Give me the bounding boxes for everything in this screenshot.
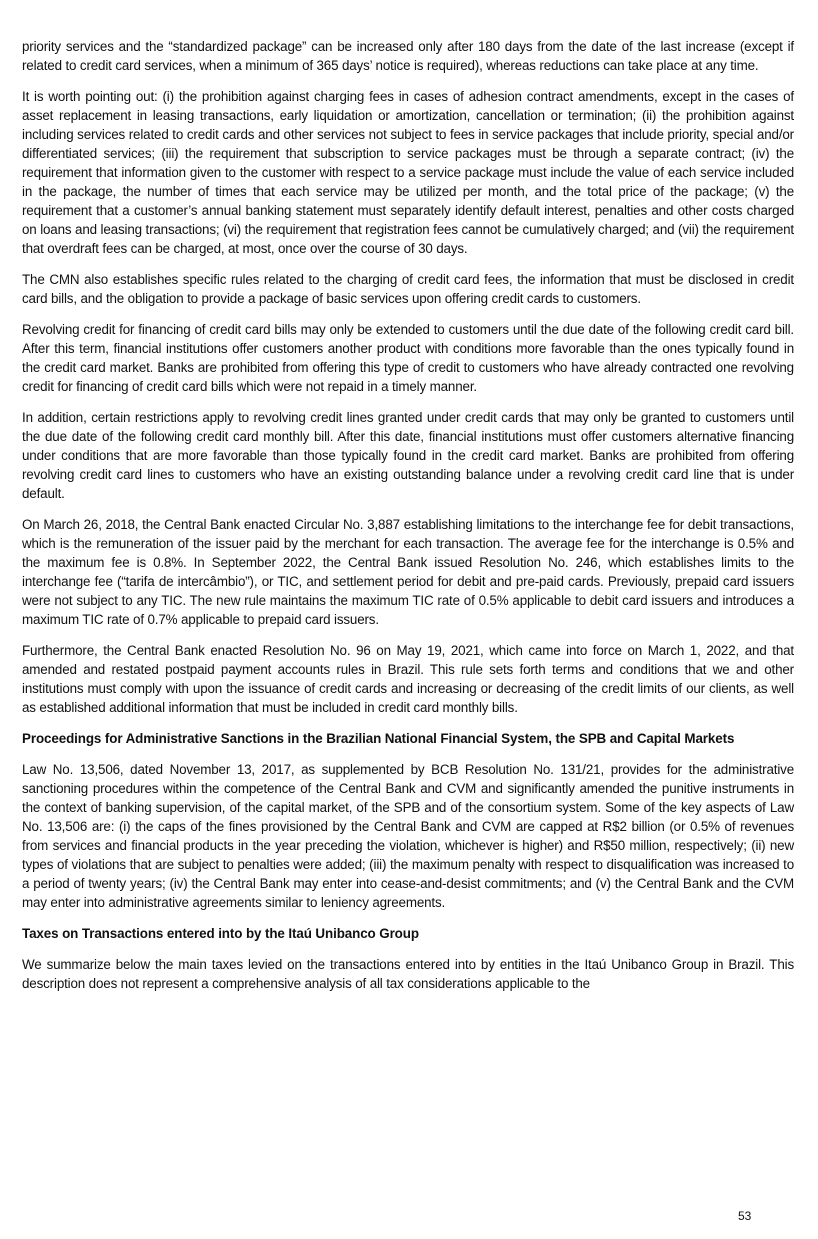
- section-heading-sanctions: Proceedings for Administrative Sanctions in the Brazilian National Financial System, the SPB and Capital Markets: [22, 731, 735, 746]
- section-heading-taxes: Taxes on Transactions entered into by the Itaú Unibanco Group: [22, 926, 419, 941]
- paragraph-interchange-fee: On March 26, 2018, the Central Bank enacted Circular No. 3,887 establishing limitations to the interchange fee for debit transactions, which is the remuneration of the issuer paid by the merchant for each transaction. The average fee for the interchange is 0.5% and the maximum fee is 0.8%. In September 2022, the Central Bank issued Resolution No. 246, which establishes limits to the interchange fee (“tarifa de intercâmbio”), or TIC, and settlement period for debit and pre-paid cards. Previously, prepaid card issuers were not subject to any TIC. The new rule maintains the maximum TIC rate of 0.5% applicable to debit card issuers and introduces a maximum TIC rate of 0.7% applicable to prepaid card issuers.: [22, 517, 794, 627]
- paragraph-prohibitions: It is worth pointing out: (i) the prohibition against charging fees in cases of adhesion contract amendments, except in the cases of asset replacement in leasing transactions, early liquidation or amortization, cancellation or termination; (ii) the prohibition against including services related to credit cards and other services not subject to fees in service packages that include priority, special and/or differentiated services; (iii) the requirement that subscription to service packages must be through a separate contract; (iv) the requirement that information given to the customer with respect to a service package must include the value of each service included in the package, the number of times that each service may be utilized per month, and the total price of the package; (v) the requirement that a customer’s annual banking statement must separately identify default interest, penalties and other costs charged on loans and leasing transactions; (vi) the requirement that registration fees cannot be cumulatively charged; and (vii) the requirement that overdraft fees can be charged, at most, once over the course of 30 days.: [22, 89, 794, 256]
- paragraph-taxes-summary: We summarize below the main taxes levied on the transactions entered into by entities in the Itaú Unibanco Group in Brazil. This description does not represent a comprehensive analysis of all tax considerations applicable to the: [22, 957, 794, 991]
- paragraph-revolving-credit: Revolving credit for financing of credit card bills may only be extended to customers until the due date of the following credit card bill. After this term, financial institutions offer customers another product with conditions more favorable than the ones typically found in the credit card market. Banks are prohibited from offering this type of credit to customers who have already contracted one revolving credit for financing of credit card bills which were not repaid in a timely manner.: [22, 322, 794, 394]
- paragraph-cmn-rules: The CMN also establishes specific rules related to the charging of credit card fees, the information that must be disclosed in credit card bills, and the obligation to provide a package of basic services upon offering credit cards to customers.: [22, 272, 794, 306]
- document-page: [22, 37, 794, 1005]
- paragraph-resolution-96: Furthermore, the Central Bank enacted Resolution No. 96 on May 19, 2021, which came into force on March 1, 2022, and that amended and restated postpaid payment accounts rules in Brazil. This rule sets forth terms and conditions that we and other institutions must comply with upon the issuance of credit cards and increasing or decreasing of the credit limits of our clients, as well as established additional information that must be included in credit card monthly bills.: [22, 643, 794, 715]
- paragraph-restrictions: In addition, certain restrictions apply to revolving credit lines granted under credit cards that may only be granted to customers until the due date of the following credit card monthly bill. After this date, financial institutions must offer customers alternative financing under conditions that are more favorable than those typically found in the credit card market. Banks are prohibited from offering revolving credit card lines to customers who have an existing outstanding balance under a revolving credit card line that is under default.: [22, 410, 794, 501]
- paragraph-law-13506: Law No. 13,506, dated November 13, 2017, as supplemented by BCB Resolution No. 131/21, provides for the administrative sanctioning procedures within the competence of the Central Bank and CVM and significantly amended the punitive instruments in the context of banking supervision, of the capital market, of the SPB and of the consortium system. Some of the key aspects of Law No. 13,506 are: (i) the caps of the fines provisioned by the Central Bank and CVM are capped at R$2 billion (or 0.5% of revenues from services and financial products in the year preceding the violation, whichever is higher) and R$50 million, respectively; (ii) new types of violations that are subject to penalties were added; (iii) the maximum penalty with respect to disqualification was increased to a period of twenty years; (iv) the Central Bank may enter into cease-and-desist commitments; and (v) the Central Bank and the CVM may enter into administrative agreements similar to leniency agreements.: [22, 762, 794, 910]
- page-number: 53: [738, 1209, 752, 1223]
- paragraph-fee-increase: priority services and the “standardized package” can be increased only after 180 days from the date of the last increase (except if related to credit card services, when a minimum of 365 days’ notice is required), whereas reductions can take place at any time.: [22, 39, 794, 73]
